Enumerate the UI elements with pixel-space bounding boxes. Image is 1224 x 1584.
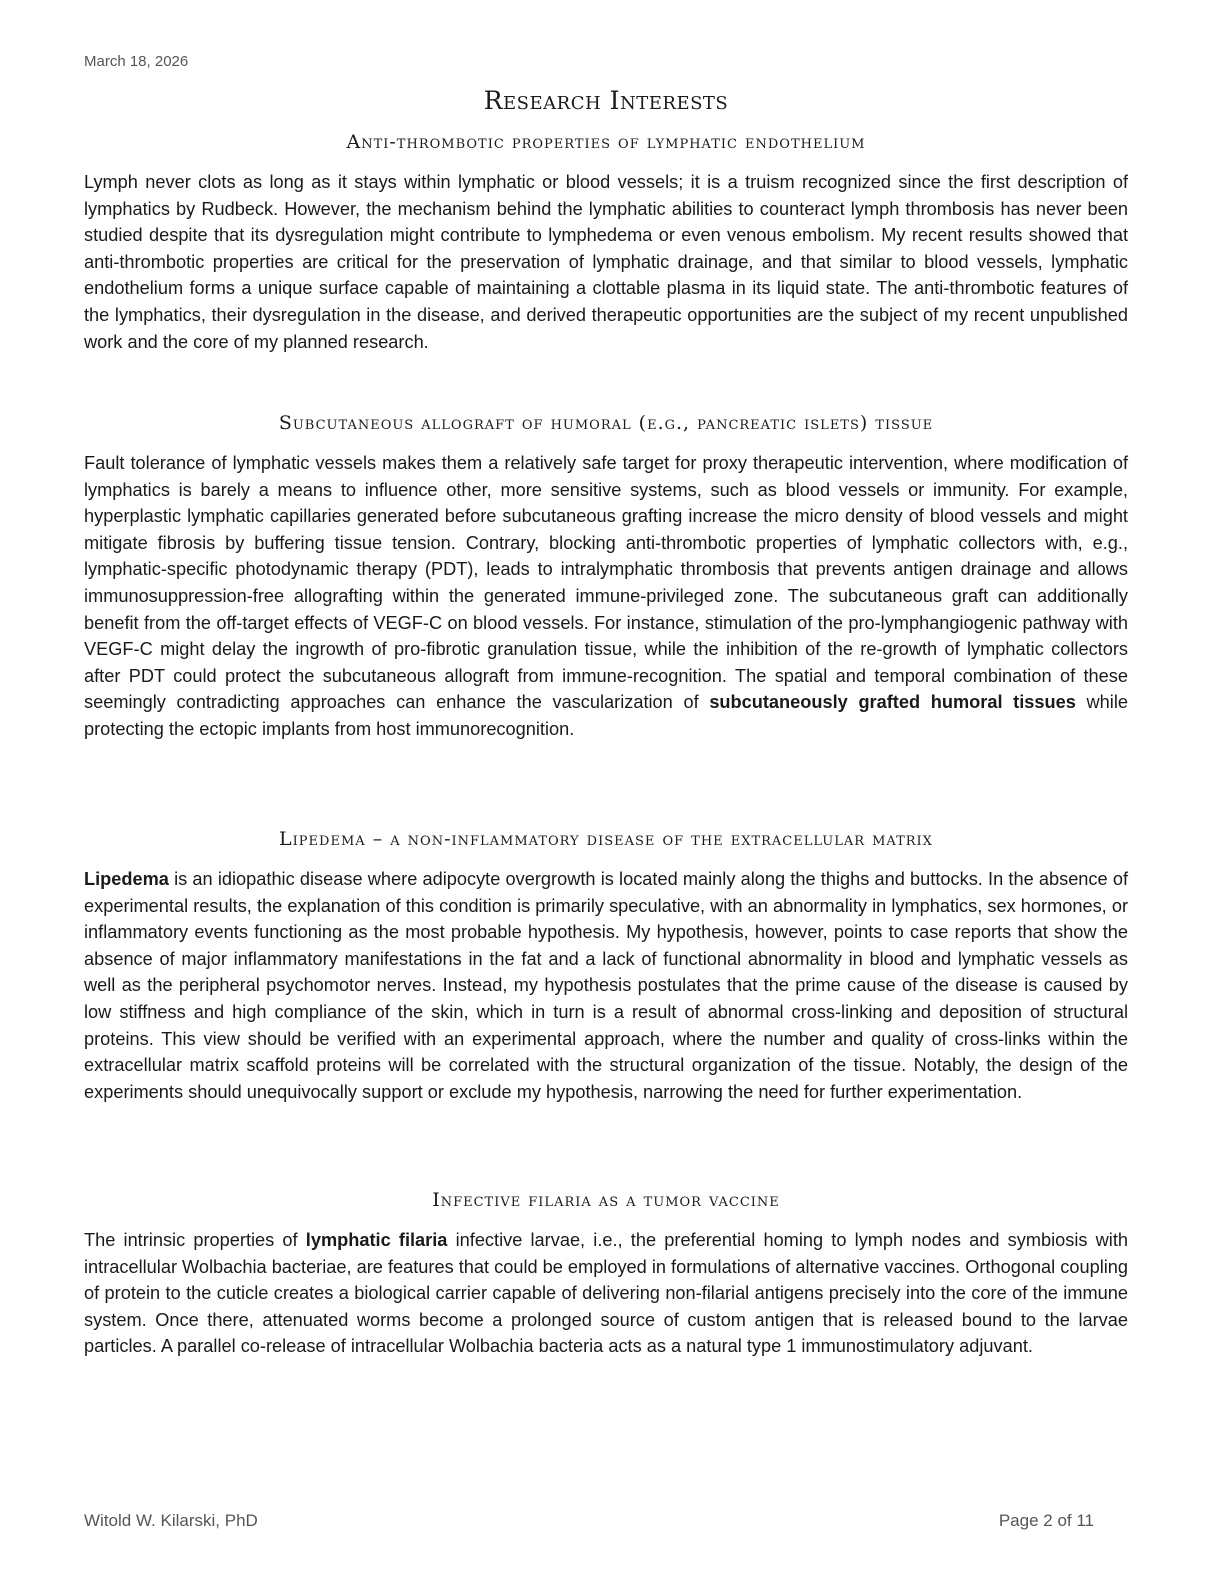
- section-heading-lipedema: Lipedema – a non-inflammatory disease of the extracellular matrix: [279, 828, 933, 850]
- paragraph-text: infective larvae, i.e., the preferential homing to lymph nodes and symbiosis with intracellular Wolbachia bacteriae, are features that could be employed in formulations of alternative vaccines. Orthogonal coupling of protein to the cuticle creates a biological carrier capable of delivering non-filarial antigens precisely into the core of the immune system. Once there, attenuated worms become a prolonged source of custom antigen that is released bound to the larvae particles. A parallel co-release of intracellular Wolbachia bacteria acts as a natural type 1 immunostimulatory adjuvant.: [84, 1230, 1129, 1357]
- paragraph-bold-text: lymphatic filaria: [305, 1230, 448, 1250]
- section-heading-subcutaneous-allograft: Subcutaneous allograft of humoral (e.g., pancreatic islets) tissue: [278, 412, 934, 434]
- footer-page-number: Page 2 of 11: [998, 1511, 1094, 1530]
- section-heading-anti-thrombotic: Anti-thrombotic properties of lymphatic endothelium: [346, 131, 866, 153]
- section-paragraph-anti-thrombotic: [84, 169, 1128, 355]
- page-title: Research Interests: [483, 86, 729, 115]
- section-paragraph-subcutaneous-allograft: [84, 450, 1128, 743]
- paragraph-text: Fault tolerance of lymphatic vessels makes them a relatively safe target for proxy therapeutic intervention, where modification of lymphatics is barely a means to influence other, more sensitive systems, such as blood vessels or immunity. For example, hyperplastic lymphatic capillaries generated before subcutaneous grafting increase the micro density of blood vessels and might mitigate fibrosis by buffering tissue tension. Contrary, blocking anti-thrombotic properties of lymphatic collectors with, e.g., lymphatic-specific photodynamic therapy (PDT), leads to intralymphatic thrombosis that prevents antigen drainage and allows immunosuppression-free allografting within the generated immune-privileged zone. The subcutaneous graft can additionally benefit from the off-target effects of VEGF-C on blood vessels. For instance, stimulation of the pro-lymphangiogenic pathway with VEGF-C might delay the ingrowth of pro-fibrotic granulation tissue, while the inhibition of the re-growth of lymphatic collectors after PDT could protect the subcutaneous allograft from immune-recognition. The spatial and temporal combination of these seemingly contradicting approaches can enhance the vascularization of: [84, 453, 1128, 713]
- section-heading-infective-filaria: Infective filaria as a tumor vaccine: [432, 1189, 780, 1211]
- header-date: March 18, 2026: [84, 53, 189, 70]
- paragraph-text: Lymph never clots as long as it stays within lymphatic or blood vessels; it is a truism recognized since the first description of lymphatics by Rudbeck. However, the mechanism behind the lymphatic abilities to counteract lymph thrombosis has never been studied despite that its dysregulation might contribute to lymphedema or even venous embolism. My recent results showed that anti-thrombotic properties are critical for the preservation of lymphatic drainage, and that similar to blood vessels, lymphatic endothelium forms a unique surface capable of maintaining a clottable plasma in its liquid state. The anti-thrombotic features of the lymphatics, their dysregulation in the disease, and derived therapeutic opportunities are the subject of my recent unpublished work and the core of my planned research.: [84, 172, 1128, 352]
- footer-author: Witold W. Kilarski, PhD: [84, 1511, 258, 1530]
- paragraph-text: while protecting the ectopic implants from host immunorecognition.: [84, 692, 1128, 739]
- paragraph-text: The intrinsic properties of: [84, 1230, 306, 1250]
- paragraph-bold-text: Lipedema: [84, 869, 169, 889]
- section-paragraph-lipedema: [84, 866, 1128, 1105]
- paragraph-bold-text: subcutaneously grafted humoral tissues: [709, 692, 1076, 713]
- section-paragraph-infective-filaria: [84, 1227, 1128, 1360]
- paragraph-text: is an idiopathic disease where adipocyte overgrowth is located mainly along the thighs and buttocks. In the absence of experimental results, the explanation of this condition is primarily speculative, with an abnormality in lymphatics, sex hormones, or inflammatory events functioning as the most probable hypothesis. My hypothesis, however, points to case reports that show the absence of major inflammatory manifestations in the fat and a lack of functional abnormality in blood and lymphatic vessels as well as the peripheral psychomotor nerves. Instead, my hypothesis postulates that the prime cause of the disease is caused by low stiffness and high compliance of the skin, which in turn is a result of abnormal cross-linking and deposition of structural proteins. This view should be verified with an experimental approach, where the number and quality of cross-links within the extracellular matrix scaffold proteins will be correlated with the structural organization of the tissue. Notably, the design of the experiments should unequivocally support or exclude my hypothesis, narrowing the need for further experimentation.: [84, 869, 1128, 1102]
